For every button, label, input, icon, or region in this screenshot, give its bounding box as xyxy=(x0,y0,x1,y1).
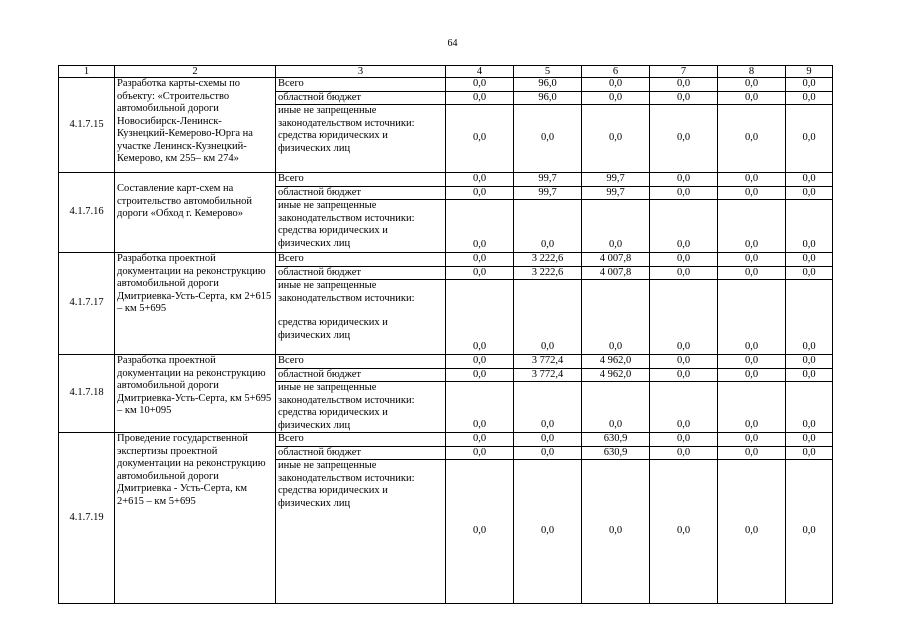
value-cell: 0,0 xyxy=(514,105,582,173)
value-cell: 0,0 xyxy=(514,446,582,460)
item-code: 4.1.7.19 xyxy=(59,433,115,604)
value-cell: 0,0 xyxy=(446,200,514,253)
header-cell: 9 xyxy=(786,66,833,78)
value-cell: 0,0 xyxy=(718,186,786,200)
value-cell: 3 772,4 xyxy=(514,368,582,382)
value-cell: 0,0 xyxy=(786,173,833,187)
source-total: Всего xyxy=(276,355,446,369)
value-cell: 0,0 xyxy=(446,105,514,173)
value-cell: 0,0 xyxy=(650,433,718,447)
source-other-line: средства юридических и xyxy=(278,317,388,328)
value-cell: 0,0 xyxy=(514,200,582,253)
value-cell: 0,0 xyxy=(718,200,786,253)
value-cell: 0,0 xyxy=(446,266,514,280)
value-cell: 3 222,6 xyxy=(514,253,582,267)
value-cell: 0,0 xyxy=(650,460,718,604)
source-total: Всего xyxy=(276,253,446,267)
value-cell: 0,0 xyxy=(718,368,786,382)
value-cell: 0,0 xyxy=(786,91,833,105)
value-cell: 0,0 xyxy=(650,105,718,173)
source-other-line: средства юридических и xyxy=(278,407,388,418)
value-cell: 0,0 xyxy=(650,173,718,187)
value-cell: 4 007,8 xyxy=(582,266,650,280)
value-cell: 0,0 xyxy=(718,266,786,280)
source-regional-budget: областной бюджет xyxy=(276,266,446,280)
value-cell: 0,0 xyxy=(582,382,650,433)
value-cell: 0,0 xyxy=(718,253,786,267)
source-total: Всего xyxy=(276,78,446,92)
value-cell: 99,7 xyxy=(582,173,650,187)
value-cell: 0,0 xyxy=(582,280,650,355)
value-cell: 0,0 xyxy=(514,433,582,447)
value-cell: 4 007,8 xyxy=(582,253,650,267)
value-cell: 0,0 xyxy=(786,382,833,433)
source-other-line: законодательством источники: xyxy=(278,212,415,224)
value-cell: 99,7 xyxy=(514,173,582,187)
value-cell: 0,0 xyxy=(786,253,833,267)
header-cell: 3 xyxy=(276,66,446,78)
value-cell: 3 222,6 xyxy=(514,266,582,280)
value-cell: 0,0 xyxy=(718,280,786,355)
value-cell: 4 962,0 xyxy=(582,368,650,382)
source-other-line: иные не запрещенные xyxy=(278,280,377,291)
value-cell: 0,0 xyxy=(446,460,514,604)
table-row xyxy=(59,173,833,187)
source-other-line: средства юридических и xyxy=(278,225,388,236)
value-cell: 0,0 xyxy=(582,105,650,173)
value-cell: 0,0 xyxy=(650,253,718,267)
source-other-line: иные не запрещенные xyxy=(278,382,377,393)
value-cell: 0,0 xyxy=(718,460,786,604)
value-cell: 0,0 xyxy=(786,186,833,200)
item-name: Проведение государственной экспертизы проектной документации на реконструкцию автомобильной дороги Дмитриевка - Усть-Серта, км 2+615 – км 5+695 xyxy=(115,433,276,604)
value-cell: 0,0 xyxy=(650,280,718,355)
value-cell: 0,0 xyxy=(718,173,786,187)
value-cell: 0,0 xyxy=(718,382,786,433)
source-other-line: физических лиц xyxy=(278,237,351,249)
header-row xyxy=(59,66,833,78)
header-cell: 1 xyxy=(59,66,115,78)
source-other-line: законодательством источники: xyxy=(278,394,415,406)
value-cell: 99,7 xyxy=(514,186,582,200)
source-other-line: средства юридических и xyxy=(278,485,388,496)
source-other-line: законодательством источники: xyxy=(278,472,415,484)
source-other-line: физических лиц xyxy=(278,497,351,509)
source-other-line: физических лиц xyxy=(278,329,351,341)
value-cell: 0,0 xyxy=(650,355,718,369)
value-cell: 0,0 xyxy=(582,78,650,92)
page-number: 64 xyxy=(447,38,458,49)
item-code: 4.1.7.16 xyxy=(59,173,115,253)
table-row xyxy=(59,78,833,92)
source-other-line: иные не запрещенные xyxy=(278,460,377,471)
value-cell: 0,0 xyxy=(718,105,786,173)
value-cell: 99,7 xyxy=(582,186,650,200)
item-name: Разработка проектной документации на реконструкцию автомобильной дороги Дмитриевка-Усть-Серта, км 5+695 – км 10+095 xyxy=(115,355,276,433)
value-cell: 0,0 xyxy=(514,280,582,355)
value-cell: 0,0 xyxy=(650,382,718,433)
header-cell: 4 xyxy=(446,66,514,78)
header-cell: 5 xyxy=(514,66,582,78)
value-cell: 4 962,0 xyxy=(582,355,650,369)
source-total: Всего xyxy=(276,173,446,187)
source-other xyxy=(276,200,446,253)
value-cell: 0,0 xyxy=(446,433,514,447)
value-cell: 0,0 xyxy=(718,446,786,460)
header-cell: 7 xyxy=(650,66,718,78)
value-cell: 0,0 xyxy=(718,355,786,369)
value-cell: 0,0 xyxy=(446,382,514,433)
value-cell: 0,0 xyxy=(446,186,514,200)
value-cell: 0,0 xyxy=(786,368,833,382)
source-regional-budget: областной бюджет xyxy=(276,186,446,200)
value-cell: 0,0 xyxy=(446,446,514,460)
source-regional-budget: областной бюджет xyxy=(276,368,446,382)
value-cell: 0,0 xyxy=(650,200,718,253)
value-cell: 0,0 xyxy=(582,460,650,604)
item-code: 4.1.7.17 xyxy=(59,253,115,355)
item-name: Разработка проектной документации на реконструкцию автомобильной дороги Дмитриевка-Усть-Серта, км 2+615 – км 5+695 xyxy=(115,253,276,355)
table-row xyxy=(59,433,833,447)
header-cell: 6 xyxy=(582,66,650,78)
value-cell: 0,0 xyxy=(786,355,833,369)
item-code: 4.1.7.18 xyxy=(59,355,115,433)
source-other-line: законодательством источники: xyxy=(278,117,415,129)
source-regional-budget: областной бюджет xyxy=(276,446,446,460)
item-code: 4.1.7.15 xyxy=(59,78,115,173)
source-other xyxy=(276,460,446,604)
item-name: Составление карт-схем на строительство автомобильной дороги «Обход г. Кемерово» xyxy=(115,173,276,253)
source-other xyxy=(276,280,446,355)
value-cell: 0,0 xyxy=(650,446,718,460)
header-cell: 8 xyxy=(718,66,786,78)
value-cell: 0,0 xyxy=(786,105,833,173)
source-other xyxy=(276,382,446,433)
header-cell: 2 xyxy=(115,66,276,78)
value-cell: 0,0 xyxy=(718,433,786,447)
table-row xyxy=(59,355,833,369)
value-cell: 0,0 xyxy=(786,446,833,460)
value-cell: 630,9 xyxy=(582,433,650,447)
value-cell: 630,9 xyxy=(582,446,650,460)
value-cell: 0,0 xyxy=(446,280,514,355)
value-cell: 0,0 xyxy=(650,78,718,92)
value-cell: 0,0 xyxy=(446,253,514,267)
value-cell: 96,0 xyxy=(514,78,582,92)
value-cell: 0,0 xyxy=(718,78,786,92)
value-cell: 0,0 xyxy=(650,186,718,200)
source-other-line: законодательством источники: xyxy=(278,292,415,304)
value-cell: 0,0 xyxy=(514,460,582,604)
value-cell: 0,0 xyxy=(582,200,650,253)
item-name: Разработка карты-схемы по объекту: «Строительство автомобильной дороги Новосибирск-Ленинск-Кузнецкий-Кемерово-Юрга на участке Ленинск-Кузнецкий-Кемерово, км 255– км 274» xyxy=(115,78,276,173)
value-cell: 0,0 xyxy=(786,78,833,92)
value-cell: 0,0 xyxy=(650,266,718,280)
source-other-line: средства юридических и xyxy=(278,130,388,141)
value-cell: 0,0 xyxy=(446,91,514,105)
table-row xyxy=(59,253,833,267)
value-cell: 0,0 xyxy=(446,368,514,382)
value-cell: 0,0 xyxy=(786,280,833,355)
value-cell: 0,0 xyxy=(786,460,833,604)
source-total: Всего xyxy=(276,433,446,447)
source-regional-budget: областной бюджет xyxy=(276,91,446,105)
source-other-line: физических лиц xyxy=(278,142,351,154)
budget-table xyxy=(58,65,833,604)
value-cell: 0,0 xyxy=(582,91,650,105)
value-cell: 0,0 xyxy=(786,200,833,253)
value-cell: 0,0 xyxy=(446,78,514,92)
value-cell: 96,0 xyxy=(514,91,582,105)
value-cell: 3 772,4 xyxy=(514,355,582,369)
value-cell: 0,0 xyxy=(650,368,718,382)
source-other-line: иные не запрещенные xyxy=(278,200,377,211)
value-cell: 0,0 xyxy=(514,382,582,433)
source-other xyxy=(276,105,446,173)
value-cell: 0,0 xyxy=(786,433,833,447)
value-cell: 0,0 xyxy=(446,173,514,187)
source-other-line: иные не запрещенные xyxy=(278,105,377,116)
value-cell: 0,0 xyxy=(786,266,833,280)
source-other-line: физических лиц xyxy=(278,419,351,431)
value-cell: 0,0 xyxy=(650,91,718,105)
value-cell: 0,0 xyxy=(718,91,786,105)
value-cell: 0,0 xyxy=(446,355,514,369)
